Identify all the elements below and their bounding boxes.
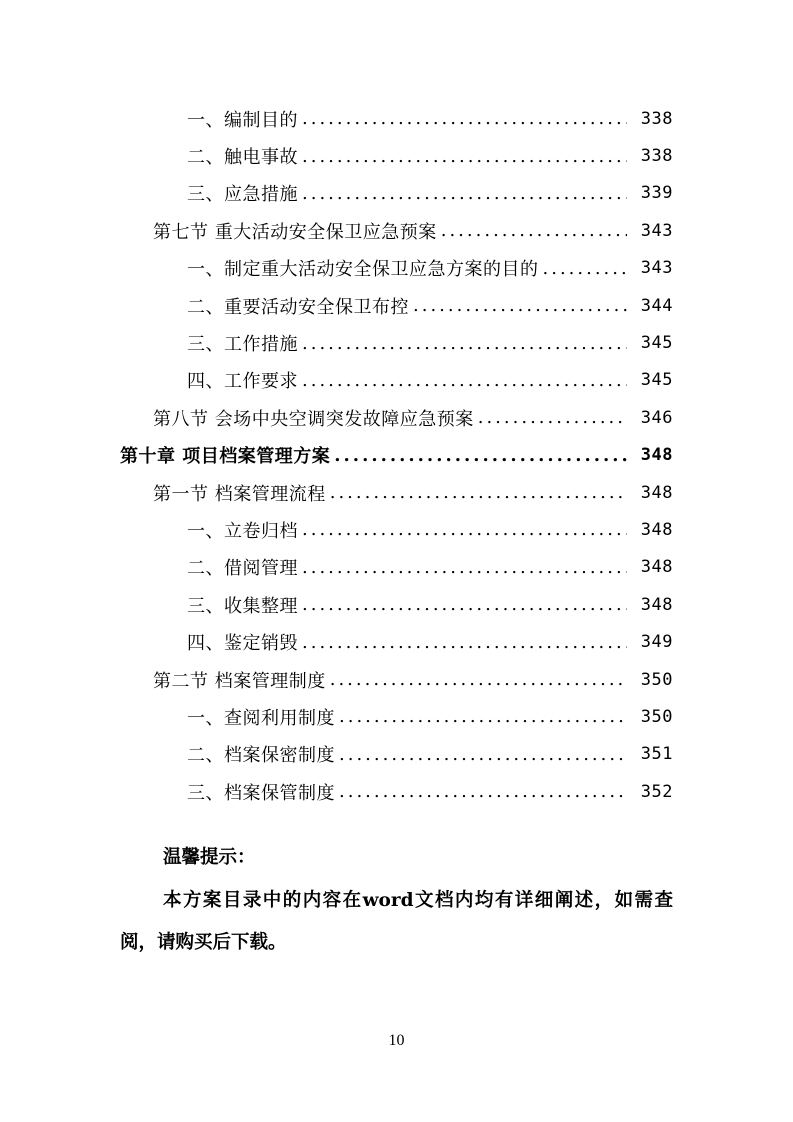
toc-entry-title: 一、立卷归档 [187,520,298,542]
toc-entry-page: 348 [640,594,673,615]
toc-entry-page: 348 [640,519,673,540]
toc-entry-title: 二、借阅管理 [187,558,298,580]
toc-leader-dots [543,258,628,279]
toc-leader-dots [302,632,627,653]
toc-leader-dots [441,220,627,241]
toc-entry-page: 338 [640,146,673,167]
toc-entry-page: 346 [640,407,673,428]
toc-entry-page: 343 [640,220,673,241]
toc-entry-title: 一、编制目的 [187,109,298,131]
toc-entry-page: 351 [640,744,673,765]
toc-leader-dots [302,333,627,354]
toc-entry-title: 三、档案保管制度 [187,782,335,804]
toc-entry-title: 三、收集整理 [187,595,298,617]
toc-entry-page: 343 [640,258,673,279]
page-number: 10 [388,1032,405,1049]
toc-entry-title: 二、档案保密制度 [187,745,335,767]
toc-entry[interactable] [0,137,793,174]
toc-entry[interactable] [0,250,793,287]
toc-entry-page: 338 [640,108,673,129]
toc-leader-dots [302,594,627,615]
toc-entry-page: 348 [640,557,673,578]
toc-leader-dots [339,706,627,727]
toc-entry-page: 349 [640,632,673,653]
toc-entry-title: 四、鉴定销毁 [187,633,298,655]
toc-entry[interactable] [0,773,793,810]
toc-entry-page: 348 [640,445,673,466]
tip-body-text: 本方案目录中的内容在word文档内均有详细阐述，如需查阅，请购买后下载。 [120,890,673,953]
toc-entry-title: 一、查阅利用制度 [187,707,335,729]
toc-leader-dots [302,183,627,204]
toc-entry-page: 348 [640,482,673,503]
toc-leader-dots [478,407,627,428]
toc-entry-title: 一、制定重大活动安全保卫应急方案的目的 [187,259,539,281]
toc-leader-dots [302,557,627,578]
toc-entry[interactable] [0,100,793,137]
toc-chapter-entry[interactable] [0,437,793,474]
toc-entry-page: 345 [640,333,673,354]
toc-leader-dots [339,781,627,802]
toc-leader-dots [302,108,627,129]
toc-entry[interactable] [0,212,793,249]
toc-entry[interactable] [0,736,793,773]
toc-entry-title: 第十章 项目档案管理方案 [120,446,331,468]
toc-entry-title: 第二节 档案管理制度 [153,670,326,692]
toc-entry-title: 二、重要活动安全保卫布控 [187,296,409,318]
toc-entry[interactable] [0,698,793,735]
toc-entry-title: 第一节 档案管理流程 [153,483,326,505]
tip-heading: 温馨提示： [163,847,256,868]
toc-entry-page: 344 [640,295,673,316]
toc-entry[interactable] [0,661,793,698]
toc-entry-page: 350 [640,669,673,690]
toc-leader-dots [330,669,627,690]
toc-entry-page: 352 [640,781,673,802]
toc-entry-title: 四、工作要求 [187,371,298,393]
toc-entry-page: 345 [640,370,673,391]
toc-entry[interactable] [0,623,793,660]
toc-leader-dots [302,146,627,167]
toc-entry-title: 二、触电事故 [187,147,298,169]
toc-entry[interactable] [0,324,793,361]
toc-entry[interactable] [0,549,793,586]
toc-leader-dots [334,445,627,466]
toc-entry-title: 第八节 会场中央空调突发故障应急预案 [153,408,474,430]
table-of-contents [0,100,793,810]
toc-leader-dots [339,744,627,765]
toc-entry[interactable] [0,287,793,324]
toc-entry-page: 339 [640,183,673,204]
toc-leader-dots [302,370,627,391]
toc-leader-dots [330,482,627,503]
toc-entry[interactable] [0,362,793,399]
toc-leader-dots [413,295,627,316]
toc-entry-page: 350 [640,706,673,727]
toc-entry[interactable] [0,399,793,436]
toc-entry[interactable] [0,175,793,212]
toc-entry[interactable] [0,474,793,511]
toc-entry[interactable] [0,511,793,548]
toc-leader-dots [302,519,627,540]
toc-entry-title: 第七节 重大活动安全保卫应急预案 [153,221,437,243]
toc-entry[interactable] [0,586,793,623]
toc-entry-title: 三、应急措施 [187,184,298,206]
toc-entry-title: 三、工作措施 [187,334,298,356]
